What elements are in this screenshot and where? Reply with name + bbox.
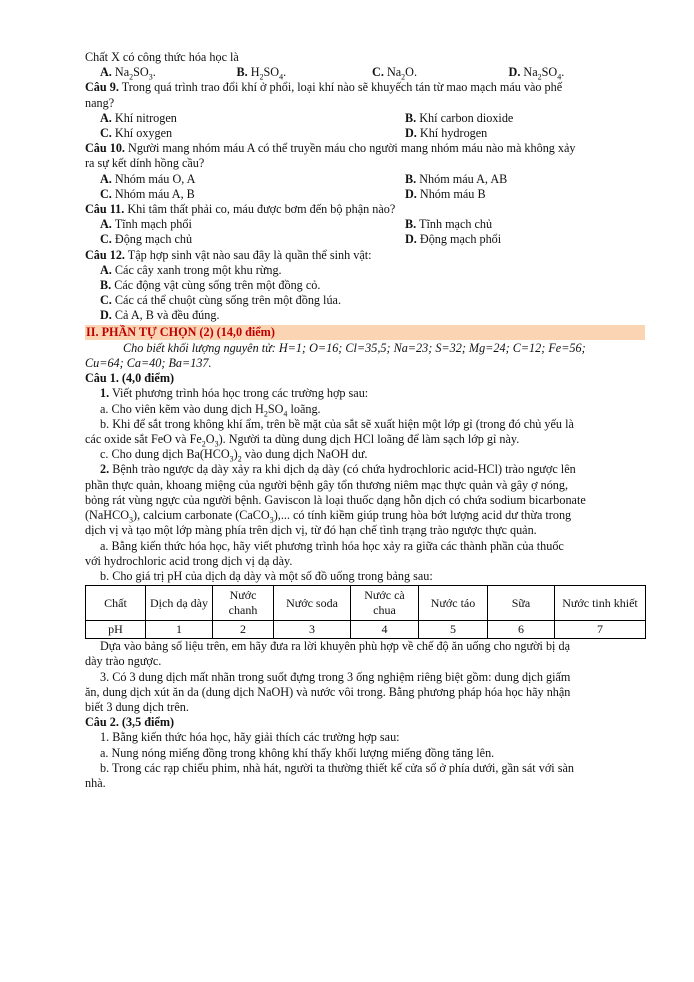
ph-table-header-cell: Nước táo	[419, 586, 488, 621]
cau2-title: Câu 2. (3,5 điểm)	[85, 715, 175, 730]
cau1-part1a: a. Cho viên kẽm vào dung dịch $H_2SO_4$ loãng.	[100, 401, 321, 419]
cau1-part1: 1. Viết phương trình hóa học trong các trường hợp sau:	[100, 386, 369, 401]
q9-options-row1	[85, 111, 645, 126]
cau2-part1a: a. Nung nóng miếng đồng trong không khí thấy khối lượng miếng đồng tăng lên.	[100, 745, 495, 760]
cau1-part3-l3: biết 3 dung dịch trên.	[85, 699, 189, 714]
q11-option-d: D. Động mạch phổi	[405, 232, 502, 247]
q9-options-row2	[85, 126, 645, 141]
q12-option-a: A. Các cây xanh trong một khu rừng.	[100, 262, 282, 277]
exam-page	[85, 50, 645, 791]
q10-stem: Câu 10. Người mang nhóm máu A có thể truyền máu cho người mang nhóm máu nào mà không xảy	[85, 141, 576, 156]
ph-table	[85, 585, 646, 639]
cau1-part2-l4: (NaHCO$_3$), calcium carbonate (CaCO$_3$),... có tính kiềm giúp trung hòa bớt lượng acid dư thừa trong	[85, 508, 572, 525]
q9-option-a: A. Khí nitrogen	[100, 110, 177, 125]
q12-option-b: B. Các động vật cùng sống trên một đồng cỏ.	[100, 278, 321, 293]
ph-table-header-cell: Sữa	[488, 586, 555, 621]
cau1-part2-l3: bỏng rát vùng ngực của người bệnh. Gaviscon là loại thuốc dạng hỗn dịch có chứa sodium bicarbonate	[85, 492, 586, 507]
cau1-part2: 2. Bệnh trào ngược dạ dày xảy ra khi dịch dạ dày (có chứa hydrochloric acid-HCl) trào ngược lên	[100, 462, 576, 477]
q12-option-c: C. Các cá thể chuột cùng sống trên một đồng lúa.	[100, 293, 341, 308]
cau1-advice-cont: dày trào ngược.	[85, 654, 162, 669]
q9-option-c: C. Khí oxygen	[100, 126, 173, 141]
q11-options-row2	[85, 232, 645, 247]
atomic-mass-note-cont: Cu=64; Ca=40; Ba=137.	[85, 356, 212, 371]
q8-option-d: D. $Na_2SO_4$.	[508, 65, 565, 82]
ph-table-header-cell: Dịch dạ dày	[146, 586, 213, 621]
cau1-advice: Dựa vào bảng số liệu trên, em hãy đưa ra lời khuyên phù hợp về chế độ ăn uống cho người bị dạ	[100, 639, 570, 654]
q11-option-b: B. Tĩnh mạch chủ	[405, 217, 493, 232]
ph-table-cell: pH	[86, 621, 146, 639]
ph-table-cell: 6	[488, 621, 555, 639]
ph-table-row	[86, 621, 646, 639]
q8-option-c: C. $Na_2O$.	[372, 65, 418, 82]
q8-option-b: B. $H_2SO_4$.	[236, 65, 287, 82]
q10-options-row2	[85, 187, 645, 202]
cau2-part1b-cont: nhà.	[85, 775, 106, 790]
cau1-title: Câu 1. (4,0 điểm)	[85, 371, 175, 386]
cau1-part2a-cont: với hydrochloric acid trong dịch vị dạ dày.	[85, 553, 293, 568]
cau1-part2-l5: dịch vị và tạo một lớp màng phía trên dịch vị, từ đó hạn chế tình trạng trào ngược thực quản.	[85, 523, 537, 538]
cau1-part1b-cont: các oxide sắt FeO và $Fe_2O_3$). Người ta dùng dung dịch HCl loãng để làm sạch lớp gỉ này.	[85, 432, 520, 449]
ph-table-header-row	[86, 586, 646, 621]
cau1-part3-l2: ăn, dung dịch xút ăn da (dung dịch NaOH) và nước vôi trong. Bằng phương pháp hóa học hãy nhận	[85, 684, 571, 699]
q10-option-d: D. Nhóm máu B	[405, 186, 486, 201]
cau1-part1c: c. Cho dung dịch $Ba(HCO_3)_2$ vào dung dịch NaOH dư.	[100, 447, 368, 464]
ph-table-header-cell: Nước tinh khiết	[555, 586, 646, 621]
atomic-mass-note: Cho biết khối lượng nguyên tử: H=1; O=16; Cl=35,5; Na=23; S=32; Mg=24; C=12; Fe=56;	[123, 340, 586, 355]
ph-table-cell: 2	[213, 621, 274, 639]
ph-table-header-cell: Nước chanh	[213, 586, 274, 621]
q12-stem: Câu 12. Tập hợp sinh vật nào sau đây là quần thể sinh vật:	[85, 247, 372, 262]
cau1-part2a: a. Bằng kiến thức hóa học, hãy viết phương trình hóa học xảy ra giữa các thành phần của thuốc	[100, 538, 564, 553]
ph-table-cell: 4	[351, 621, 419, 639]
q12-option-d: D. Cả A, B và đều đúng.	[100, 308, 220, 323]
q11-option-c: C. Động mạch chủ	[100, 232, 193, 247]
q8-option-a: A. $Na_2SO_3$.	[100, 65, 156, 82]
q11-option-a: A. Tĩnh mạch phổi	[100, 217, 192, 232]
q9-option-b: B. Khí carbon dioxide	[405, 110, 514, 125]
q10-option-a: A. Nhóm máu O, A	[100, 171, 196, 186]
q11-stem: Câu 11. Khi tâm thất phải co, máu được bơm đến bộ phận nào?	[85, 202, 396, 217]
cau2-part1: 1. Bằng kiến thức hóa học, hãy giải thích các trường hợp sau:	[100, 730, 400, 745]
q8-stem: Chất X có công thức hóa học là	[85, 50, 239, 64]
cau1-part1b: b. Khi để sắt trong không khí ẩm, trên bề mặt của sắt sẽ xuất hiện một lớp gỉ (trong đó chủ yếu là	[100, 416, 574, 431]
q9-option-d: D. Khí hydrogen	[405, 126, 488, 141]
q9-stem: Câu 9. Trong quá trình trao đổi khí ở phổi, loại khí nào sẽ khuyếch tán từ mao mạch máu vào phế	[85, 80, 563, 95]
ph-table-cell: 3	[274, 621, 351, 639]
cau1-part3: 3. Có 3 dung dịch mất nhãn trong suốt đựng trong 3 ống nghiệm riêng biệt gồm: dung dịch giấm	[100, 669, 571, 684]
ph-table-header-cell: Nước soda	[274, 586, 351, 621]
q9-stem-cont: nang?	[85, 95, 115, 110]
ph-table-cell: 7	[555, 621, 646, 639]
cau1-part2b: b. Cho giá trị pH của dịch dạ dày và một số đồ uống trong bảng sau:	[100, 568, 433, 583]
q10-options-row1	[85, 172, 645, 187]
ph-table-header-cell: Nước cà chua	[351, 586, 419, 621]
ph-table-cell: 1	[146, 621, 213, 639]
q8-options	[85, 65, 645, 80]
cau2-part1b: b. Trong các rạp chiếu phim, nhà hát, người ta thường thiết kế cửa sổ ở phía dưới, gần sát với sàn	[100, 760, 574, 775]
cau1-part2-l2: phần thực quản, khoang miệng của người bệnh gây tổn thương niêm mạc thực quản và gây ợ nóng,	[85, 477, 569, 492]
ph-table-header-cell: Chất	[86, 586, 146, 621]
section-heading: II. PHẦN TỰ CHỌN (2) (14,0 điểm)	[85, 325, 645, 340]
q10-option-b: B. Nhóm máu A, AB	[405, 171, 508, 186]
q11-options-row1	[85, 217, 645, 232]
ph-table-cell: 5	[419, 621, 488, 639]
q10-option-c: C. Nhóm máu A, B	[100, 186, 195, 201]
q10-stem-cont: ra sự kết dính hồng cầu?	[85, 156, 205, 171]
